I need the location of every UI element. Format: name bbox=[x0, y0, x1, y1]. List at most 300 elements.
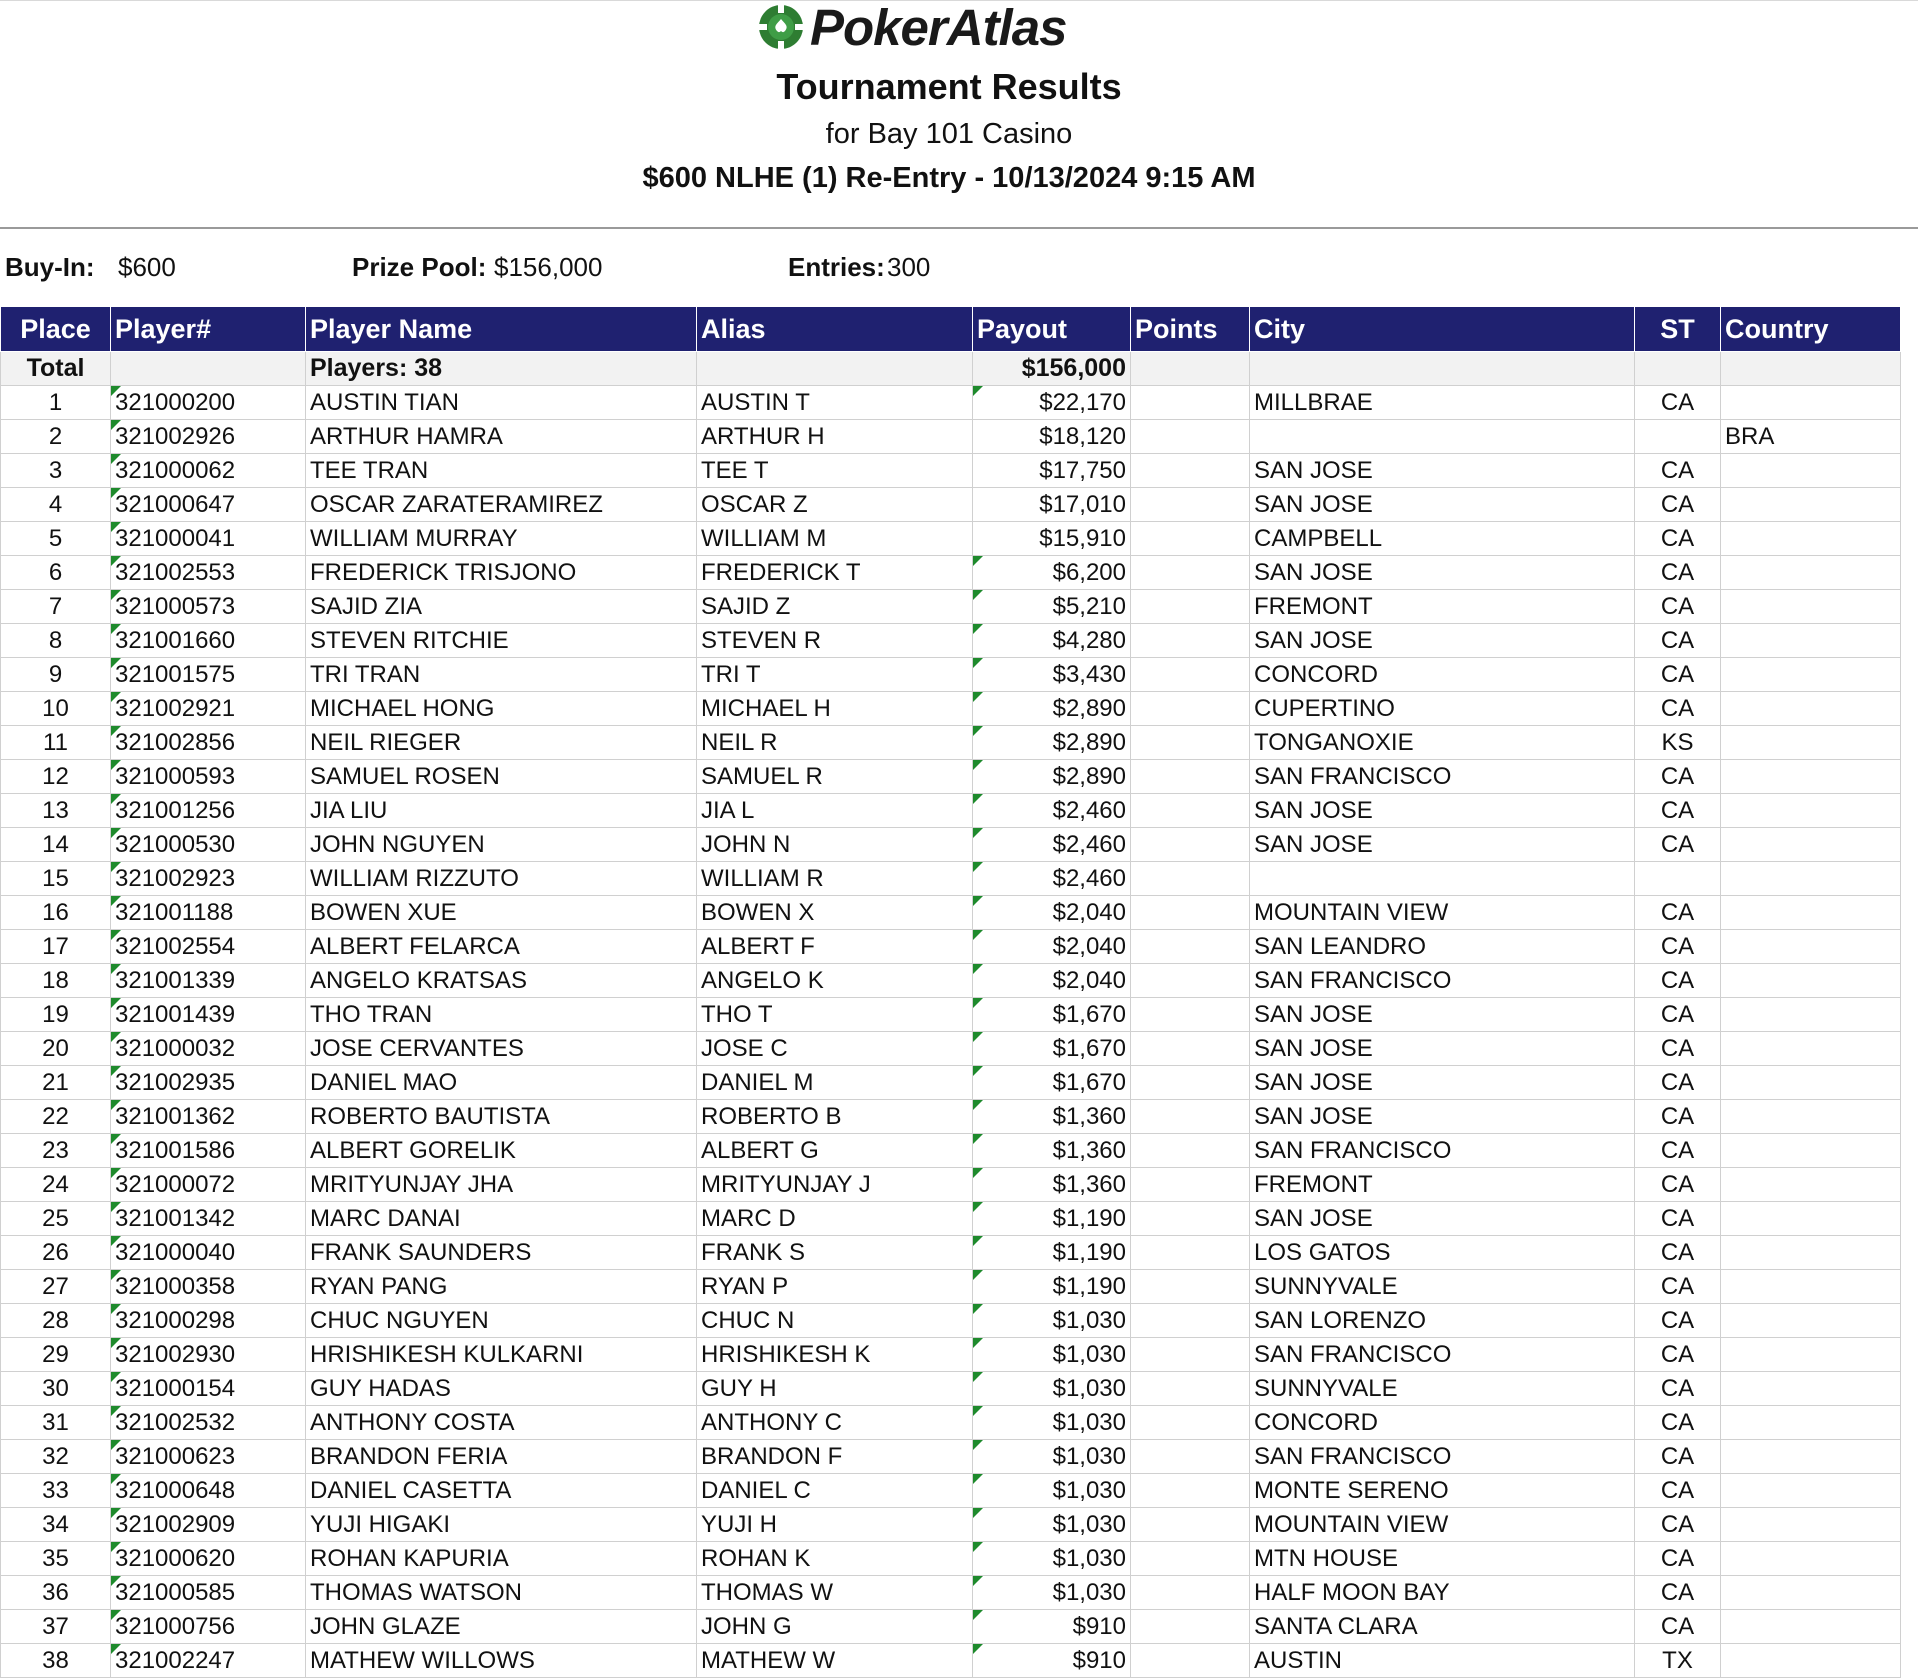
table-row[interactable] bbox=[1, 1100, 1901, 1134]
cell-payout: $1,670 bbox=[973, 1032, 1131, 1066]
cell-city: SAN JOSE bbox=[1250, 454, 1635, 488]
cell-alias: ROBERTO B bbox=[697, 1100, 973, 1134]
total-cell-empty bbox=[1721, 352, 1901, 386]
cell-player-number: 321002909 bbox=[111, 1508, 306, 1542]
cell-city: FREMONT bbox=[1250, 1168, 1635, 1202]
cell-player-name: DANIEL MAO bbox=[306, 1066, 697, 1100]
cell-points bbox=[1131, 1168, 1250, 1202]
cell-country bbox=[1721, 590, 1901, 624]
cell-points bbox=[1131, 1440, 1250, 1474]
cell-points bbox=[1131, 522, 1250, 556]
cell-payout: $1,030 bbox=[973, 1576, 1131, 1610]
cell-payout: $15,910 bbox=[973, 522, 1131, 556]
cell-city: SAN FRANCISCO bbox=[1250, 760, 1635, 794]
cell-state: CA bbox=[1635, 1236, 1721, 1270]
cell-alias: FREDERICK T bbox=[697, 556, 973, 590]
cell-city: SANTA CLARA bbox=[1250, 1610, 1635, 1644]
cell-player-number: 321002554 bbox=[111, 930, 306, 964]
cell-country bbox=[1721, 862, 1901, 896]
cell-country bbox=[1721, 726, 1901, 760]
cell-player-number: 321000040 bbox=[111, 1236, 306, 1270]
cell-player-name: STEVEN RITCHIE bbox=[306, 624, 697, 658]
cell-state: CA bbox=[1635, 828, 1721, 862]
cell-points bbox=[1131, 862, 1250, 896]
cell-place: 6 bbox=[1, 556, 111, 590]
cell-payout: $1,190 bbox=[973, 1270, 1131, 1304]
cell-state: CA bbox=[1635, 590, 1721, 624]
cell-points bbox=[1131, 386, 1250, 420]
cell-place: 17 bbox=[1, 930, 111, 964]
cell-player-number: 321001342 bbox=[111, 1202, 306, 1236]
cell-country bbox=[1721, 1236, 1901, 1270]
cell-country bbox=[1721, 1202, 1901, 1236]
cell-alias: JIA L bbox=[697, 794, 973, 828]
cell-player-name: WILLIAM MURRAY bbox=[306, 522, 697, 556]
cell-state bbox=[1635, 862, 1721, 896]
cell-points bbox=[1131, 998, 1250, 1032]
cell-city: CAMPBELL bbox=[1250, 522, 1635, 556]
table-row[interactable] bbox=[1, 1168, 1901, 1202]
table-row[interactable] bbox=[1, 386, 1901, 420]
cell-player-name: HRISHIKESH KULKARNI bbox=[306, 1338, 697, 1372]
cell-player-number: 321000573 bbox=[111, 590, 306, 624]
col-header-place[interactable]: Place bbox=[1, 307, 111, 352]
cell-city bbox=[1250, 420, 1635, 454]
cell-points bbox=[1131, 1270, 1250, 1304]
col-header-player-name[interactable]: Player Name bbox=[306, 307, 697, 352]
cell-alias: ALBERT G bbox=[697, 1134, 973, 1168]
cell-country bbox=[1721, 760, 1901, 794]
cell-player-name: JIA LIU bbox=[306, 794, 697, 828]
cell-payout: $1,670 bbox=[973, 998, 1131, 1032]
cell-player-number: 321001339 bbox=[111, 964, 306, 998]
cell-player-number: 321001439 bbox=[111, 998, 306, 1032]
cell-country bbox=[1721, 1066, 1901, 1100]
table-row[interactable] bbox=[1, 522, 1901, 556]
cell-player-number: 321002921 bbox=[111, 692, 306, 726]
cell-payout: $1,030 bbox=[973, 1372, 1131, 1406]
cell-player-name: ROHAN KAPURIA bbox=[306, 1542, 697, 1576]
table-row[interactable] bbox=[1, 658, 1901, 692]
table-row[interactable] bbox=[1, 1474, 1901, 1508]
table-row[interactable] bbox=[1, 1066, 1901, 1100]
cell-place: 7 bbox=[1, 590, 111, 624]
cell-place: 24 bbox=[1, 1168, 111, 1202]
cell-payout: $2,460 bbox=[973, 862, 1131, 896]
cell-city: SAN FRANCISCO bbox=[1250, 1338, 1635, 1372]
cell-player-number: 321000648 bbox=[111, 1474, 306, 1508]
table-row[interactable] bbox=[1, 1508, 1901, 1542]
cell-points bbox=[1131, 1134, 1250, 1168]
col-header-player-number[interactable]: Player# bbox=[111, 307, 306, 352]
cell-country bbox=[1721, 1134, 1901, 1168]
cell-country bbox=[1721, 556, 1901, 590]
cell-player-number: 321000041 bbox=[111, 522, 306, 556]
table-row[interactable] bbox=[1, 1032, 1901, 1066]
cell-state: CA bbox=[1635, 1406, 1721, 1440]
cell-place: 21 bbox=[1, 1066, 111, 1100]
cell-city: SAN FRANCISCO bbox=[1250, 964, 1635, 998]
table-row[interactable] bbox=[1, 488, 1901, 522]
cell-alias: MRITYUNJAY J bbox=[697, 1168, 973, 1202]
cell-player-number: 321000623 bbox=[111, 1440, 306, 1474]
cell-alias: HRISHIKESH K bbox=[697, 1338, 973, 1372]
cell-city: SAN JOSE bbox=[1250, 1100, 1635, 1134]
total-row bbox=[1, 352, 1901, 386]
cell-alias: ANTHONY C bbox=[697, 1406, 973, 1440]
cell-player-name: NEIL RIEGER bbox=[306, 726, 697, 760]
cell-player-number: 321002532 bbox=[111, 1406, 306, 1440]
cell-state: CA bbox=[1635, 964, 1721, 998]
cell-points bbox=[1131, 1338, 1250, 1372]
cell-player-number: 321002935 bbox=[111, 1066, 306, 1100]
entries-label: Entries: bbox=[788, 252, 885, 282]
cell-player-number: 321000585 bbox=[111, 1576, 306, 1610]
cell-alias: MATHEW W bbox=[697, 1644, 973, 1678]
cell-place: 19 bbox=[1, 998, 111, 1032]
cell-payout: $5,210 bbox=[973, 590, 1131, 624]
cell-place: 20 bbox=[1, 1032, 111, 1066]
cell-player-number: 321002247 bbox=[111, 1644, 306, 1678]
cell-player-name: THOMAS WATSON bbox=[306, 1576, 697, 1610]
cell-state: CA bbox=[1635, 1372, 1721, 1406]
cell-points bbox=[1131, 488, 1250, 522]
cell-points bbox=[1131, 1202, 1250, 1236]
cell-player-number: 321001575 bbox=[111, 658, 306, 692]
cell-payout: $1,030 bbox=[973, 1542, 1131, 1576]
cell-country bbox=[1721, 1100, 1901, 1134]
cell-alias: WILLIAM M bbox=[697, 522, 973, 556]
cell-place: 10 bbox=[1, 692, 111, 726]
cell-state: CA bbox=[1635, 1100, 1721, 1134]
header-divider bbox=[0, 227, 1918, 229]
cell-city: SAN FRANCISCO bbox=[1250, 1134, 1635, 1168]
table-row[interactable] bbox=[1, 1576, 1901, 1610]
cell-place: 26 bbox=[1, 1236, 111, 1270]
table-row[interactable] bbox=[1, 1542, 1901, 1576]
cell-city: SAN FRANCISCO bbox=[1250, 1440, 1635, 1474]
cell-alias: JOHN G bbox=[697, 1610, 973, 1644]
table-row[interactable] bbox=[1, 1644, 1901, 1678]
cell-place: 30 bbox=[1, 1372, 111, 1406]
cell-country bbox=[1721, 1338, 1901, 1372]
cell-player-number: 321000032 bbox=[111, 1032, 306, 1066]
table-row[interactable] bbox=[1, 760, 1901, 794]
cell-points bbox=[1131, 1576, 1250, 1610]
cell-alias: NEIL R bbox=[697, 726, 973, 760]
cell-player-name: AUSTIN TIAN bbox=[306, 386, 697, 420]
cell-state: CA bbox=[1635, 896, 1721, 930]
table-row[interactable] bbox=[1, 556, 1901, 590]
cell-payout: $1,030 bbox=[973, 1440, 1131, 1474]
cell-points bbox=[1131, 930, 1250, 964]
cell-player-name: SAMUEL ROSEN bbox=[306, 760, 697, 794]
cell-player-name: MICHAEL HONG bbox=[306, 692, 697, 726]
cell-place: 33 bbox=[1, 1474, 111, 1508]
cell-state: CA bbox=[1635, 1304, 1721, 1338]
prize-pool-label: Prize Pool: bbox=[352, 252, 487, 282]
cell-country bbox=[1721, 1270, 1901, 1304]
cell-player-name: OSCAR ZARATERAMIREZ bbox=[306, 488, 697, 522]
cell-points bbox=[1131, 1032, 1250, 1066]
cell-state: KS bbox=[1635, 726, 1721, 760]
cell-points bbox=[1131, 1372, 1250, 1406]
cell-player-number: 321002930 bbox=[111, 1338, 306, 1372]
cell-city: SAN JOSE bbox=[1250, 624, 1635, 658]
cell-points bbox=[1131, 1644, 1250, 1678]
cell-alias: THOMAS W bbox=[697, 1576, 973, 1610]
cell-player-name: WILLIAM RIZZUTO bbox=[306, 862, 697, 896]
cell-state: CA bbox=[1635, 1610, 1721, 1644]
cell-state: CA bbox=[1635, 692, 1721, 726]
cell-state bbox=[1635, 420, 1721, 454]
cell-state: TX bbox=[1635, 1644, 1721, 1678]
cell-state: CA bbox=[1635, 1032, 1721, 1066]
cell-player-name: BOWEN XUE bbox=[306, 896, 697, 930]
cell-player-name: BRANDON FERIA bbox=[306, 1440, 697, 1474]
cell-country bbox=[1721, 1406, 1901, 1440]
cell-city: HALF MOON BAY bbox=[1250, 1576, 1635, 1610]
cell-country bbox=[1721, 896, 1901, 930]
cell-player-number: 321000062 bbox=[111, 454, 306, 488]
cell-payout: $6,200 bbox=[973, 556, 1131, 590]
table-row[interactable] bbox=[1, 896, 1901, 930]
cell-payout: $2,890 bbox=[973, 692, 1131, 726]
cell-place: 25 bbox=[1, 1202, 111, 1236]
cell-points bbox=[1131, 1304, 1250, 1338]
col-header-state[interactable]: ST bbox=[1635, 307, 1721, 352]
cell-payout: $1,190 bbox=[973, 1202, 1131, 1236]
table-row[interactable] bbox=[1, 862, 1901, 896]
cell-state: CA bbox=[1635, 760, 1721, 794]
cell-state: CA bbox=[1635, 386, 1721, 420]
cell-country bbox=[1721, 1474, 1901, 1508]
cell-payout: $2,890 bbox=[973, 760, 1131, 794]
cell-points bbox=[1131, 556, 1250, 590]
cell-payout: $1,030 bbox=[973, 1338, 1131, 1372]
cell-points bbox=[1131, 1542, 1250, 1576]
buyin-label: Buy-In: bbox=[5, 252, 95, 282]
table-row[interactable] bbox=[1, 590, 1901, 624]
cell-place: 38 bbox=[1, 1644, 111, 1678]
col-header-city[interactable]: City bbox=[1250, 307, 1635, 352]
cell-player-name: CHUC NGUYEN bbox=[306, 1304, 697, 1338]
total-cell-empty bbox=[1131, 352, 1250, 386]
table-row[interactable] bbox=[1, 420, 1901, 454]
total-cell-empty bbox=[1250, 352, 1635, 386]
col-header-points[interactable]: Points bbox=[1131, 307, 1250, 352]
cell-place: 4 bbox=[1, 488, 111, 522]
table-row[interactable] bbox=[1, 930, 1901, 964]
venue-subtitle: for Bay 101 Casino bbox=[825, 118, 1073, 150]
cell-place: 36 bbox=[1, 1576, 111, 1610]
cell-country: BRA bbox=[1721, 420, 1901, 454]
cell-alias: AUSTIN T bbox=[697, 386, 973, 420]
cell-payout: $17,010 bbox=[973, 488, 1131, 522]
table-row[interactable] bbox=[1, 692, 1901, 726]
cell-state: CA bbox=[1635, 1066, 1721, 1100]
cell-player-name: FRANK SAUNDERS bbox=[306, 1236, 697, 1270]
table-row[interactable] bbox=[1, 454, 1901, 488]
cell-alias: MARC D bbox=[697, 1202, 973, 1236]
results-table bbox=[0, 306, 1901, 1678]
poker-chip-icon bbox=[758, 4, 804, 50]
cell-player-name: ANTHONY COSTA bbox=[306, 1406, 697, 1440]
cell-state: CA bbox=[1635, 1440, 1721, 1474]
cell-country bbox=[1721, 1542, 1901, 1576]
cell-country bbox=[1721, 386, 1901, 420]
buyin-value: $600 bbox=[118, 252, 176, 282]
cell-country bbox=[1721, 454, 1901, 488]
cell-player-number: 321000593 bbox=[111, 760, 306, 794]
cell-country bbox=[1721, 1032, 1901, 1066]
table-row[interactable] bbox=[1, 1440, 1901, 1474]
col-header-payout[interactable]: Payout bbox=[973, 307, 1131, 352]
cell-player-name: GUY HADAS bbox=[306, 1372, 697, 1406]
cell-alias: JOSE C bbox=[697, 1032, 973, 1066]
cell-state: CA bbox=[1635, 658, 1721, 692]
cell-player-name: MATHEW WILLOWS bbox=[306, 1644, 697, 1678]
cell-place: 22 bbox=[1, 1100, 111, 1134]
cell-place: 34 bbox=[1, 1508, 111, 1542]
cell-points bbox=[1131, 590, 1250, 624]
cell-payout: $1,030 bbox=[973, 1304, 1131, 1338]
cell-city: SAN JOSE bbox=[1250, 794, 1635, 828]
cell-city: SAN JOSE bbox=[1250, 1066, 1635, 1100]
cell-state: CA bbox=[1635, 1202, 1721, 1236]
cell-city: LOS GATOS bbox=[1250, 1236, 1635, 1270]
table-row[interactable] bbox=[1, 726, 1901, 760]
table-row[interactable] bbox=[1, 1270, 1901, 1304]
cell-player-number: 321001362 bbox=[111, 1100, 306, 1134]
cell-player-number: 321000620 bbox=[111, 1542, 306, 1576]
cell-player-name: TEE TRAN bbox=[306, 454, 697, 488]
table-row[interactable] bbox=[1, 1610, 1901, 1644]
cell-payout: $1,030 bbox=[973, 1406, 1131, 1440]
cell-city: SUNNYVALE bbox=[1250, 1270, 1635, 1304]
table-row[interactable] bbox=[1, 1304, 1901, 1338]
cell-state: CA bbox=[1635, 1134, 1721, 1168]
cell-place: 14 bbox=[1, 828, 111, 862]
total-players: Players: 38 bbox=[306, 352, 697, 386]
cell-payout: $910 bbox=[973, 1610, 1131, 1644]
table-row[interactable] bbox=[1, 1372, 1901, 1406]
cell-state: CA bbox=[1635, 1508, 1721, 1542]
cell-place: 11 bbox=[1, 726, 111, 760]
cell-points bbox=[1131, 828, 1250, 862]
cell-points bbox=[1131, 454, 1250, 488]
cell-city: CUPERTINO bbox=[1250, 692, 1635, 726]
cell-player-name: YUJI HIGAKI bbox=[306, 1508, 697, 1542]
cell-player-name: DANIEL CASETTA bbox=[306, 1474, 697, 1508]
cell-country bbox=[1721, 964, 1901, 998]
logo-wordmark: PokerAtlas bbox=[810, 0, 1067, 56]
cell-state: CA bbox=[1635, 454, 1721, 488]
cell-player-number: 321002553 bbox=[111, 556, 306, 590]
cell-city bbox=[1250, 862, 1635, 896]
table-row[interactable] bbox=[1, 964, 1901, 998]
cell-city: CONCORD bbox=[1250, 1406, 1635, 1440]
cell-player-name: ROBERTO BAUTISTA bbox=[306, 1100, 697, 1134]
cell-alias: SAJID Z bbox=[697, 590, 973, 624]
cell-player-number: 321000154 bbox=[111, 1372, 306, 1406]
table-row[interactable] bbox=[1, 624, 1901, 658]
total-cell-empty bbox=[111, 352, 306, 386]
table-row[interactable] bbox=[1, 998, 1901, 1032]
cell-points bbox=[1131, 1610, 1250, 1644]
cell-alias: TEE T bbox=[697, 454, 973, 488]
table-row[interactable] bbox=[1, 1134, 1901, 1168]
cell-city: MOUNTAIN VIEW bbox=[1250, 896, 1635, 930]
cell-place: 31 bbox=[1, 1406, 111, 1440]
cell-place: 9 bbox=[1, 658, 111, 692]
cell-country bbox=[1721, 1372, 1901, 1406]
cell-points bbox=[1131, 794, 1250, 828]
cell-player-number: 321001586 bbox=[111, 1134, 306, 1168]
cell-alias: RYAN P bbox=[697, 1270, 973, 1304]
total-payout: $156,000 bbox=[973, 352, 1131, 386]
col-header-alias[interactable]: Alias bbox=[697, 307, 973, 352]
cell-player-name: RYAN PANG bbox=[306, 1270, 697, 1304]
cell-place: 32 bbox=[1, 1440, 111, 1474]
cell-alias: MICHAEL H bbox=[697, 692, 973, 726]
cell-country bbox=[1721, 1576, 1901, 1610]
cell-alias: FRANK S bbox=[697, 1236, 973, 1270]
table-row[interactable] bbox=[1, 828, 1901, 862]
cell-state: CA bbox=[1635, 998, 1721, 1032]
table-row[interactable] bbox=[1, 1236, 1901, 1270]
cell-player-name: JOHN NGUYEN bbox=[306, 828, 697, 862]
cell-points bbox=[1131, 896, 1250, 930]
cell-payout: $1,360 bbox=[973, 1168, 1131, 1202]
cell-country bbox=[1721, 794, 1901, 828]
cell-points bbox=[1131, 1508, 1250, 1542]
cell-place: 1 bbox=[1, 386, 111, 420]
cell-city: SAN JOSE bbox=[1250, 556, 1635, 590]
table-row[interactable] bbox=[1, 1202, 1901, 1236]
cell-state: CA bbox=[1635, 1542, 1721, 1576]
cell-state: CA bbox=[1635, 522, 1721, 556]
cell-country bbox=[1721, 930, 1901, 964]
cell-player-number: 321000358 bbox=[111, 1270, 306, 1304]
cell-alias: YUJI H bbox=[697, 1508, 973, 1542]
cell-alias: BRANDON F bbox=[697, 1440, 973, 1474]
cell-city: MONTE SERENO bbox=[1250, 1474, 1635, 1508]
cell-alias: SAMUEL R bbox=[697, 760, 973, 794]
cell-points bbox=[1131, 1474, 1250, 1508]
cell-city: MILLBRAE bbox=[1250, 386, 1635, 420]
cell-points bbox=[1131, 1236, 1250, 1270]
cell-city: SUNNYVALE bbox=[1250, 1372, 1635, 1406]
table-row[interactable] bbox=[1, 794, 1901, 828]
cell-place: 13 bbox=[1, 794, 111, 828]
cell-place: 5 bbox=[1, 522, 111, 556]
cell-player-name: SAJID ZIA bbox=[306, 590, 697, 624]
cell-city: SAN JOSE bbox=[1250, 488, 1635, 522]
cell-player-number: 321000647 bbox=[111, 488, 306, 522]
pokeratlas-logo[interactable] bbox=[758, 0, 1066, 54]
cell-alias: BOWEN X bbox=[697, 896, 973, 930]
cell-city: MOUNTAIN VIEW bbox=[1250, 1508, 1635, 1542]
cell-place: 8 bbox=[1, 624, 111, 658]
col-header-country[interactable]: Country bbox=[1721, 307, 1901, 352]
cell-country bbox=[1721, 1644, 1901, 1678]
cell-place: 16 bbox=[1, 896, 111, 930]
cell-place: 18 bbox=[1, 964, 111, 998]
cell-state: CA bbox=[1635, 1270, 1721, 1304]
table-row[interactable] bbox=[1, 1338, 1901, 1372]
table-row[interactable] bbox=[1, 1406, 1901, 1440]
